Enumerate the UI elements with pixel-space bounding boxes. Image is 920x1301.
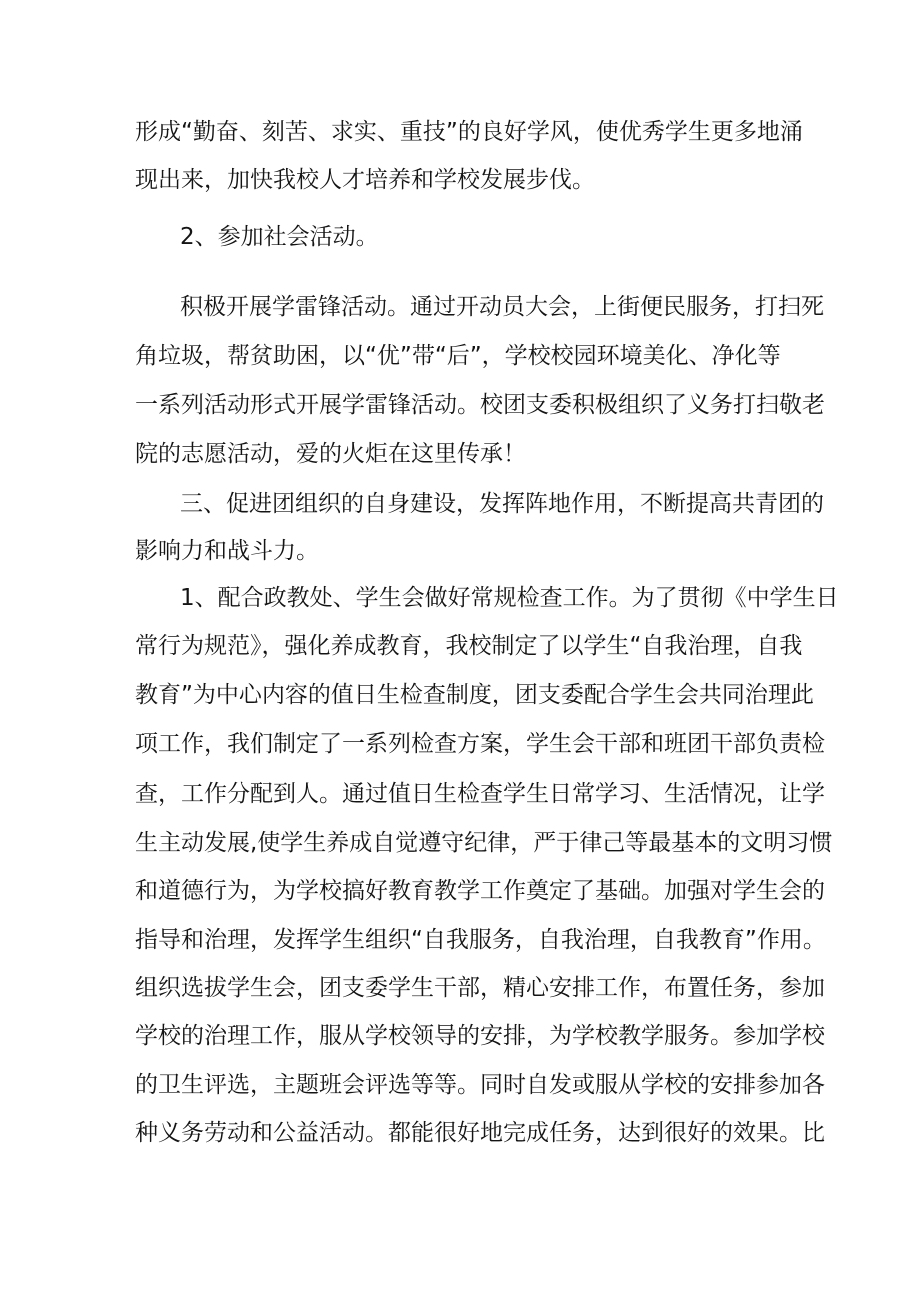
- text-line: [0, 626, 920, 666]
- text-line: [0, 336, 920, 376]
- text-line-content: 影响力和战斗力。: [135, 538, 319, 564]
- text-line-content: 积极开展学雷锋活动。通过开动员大会，上街便民服务，打扫死: [180, 294, 824, 320]
- text-line-content: 1、配合政教处、学生会做好常规检查工作。为了贯彻《中学生日: [180, 585, 839, 611]
- text-line-content: 项工作，我们制定了一系列检查方案，学生会干部和班团干部负责检: [135, 731, 825, 757]
- text-line-content: 现出来，加快我校人才培养和学校发展步伐。: [135, 167, 595, 193]
- text-line-content: 角垃圾，帮贫助困，以“优”带“后”，学校校园环境美化、净化等: [135, 343, 781, 369]
- section-heading: [0, 484, 920, 524]
- text-line-content: 种义务劳动和公益活动。都能很好地完成任务，达到很好的效果。比: [135, 1120, 825, 1146]
- text-line-content: 院的志愿活动，爱的火炬在这里传承！: [135, 441, 526, 467]
- text-line: [0, 112, 920, 152]
- text-line: [0, 1016, 920, 1056]
- text-line: [0, 434, 920, 474]
- section-heading: [0, 217, 920, 257]
- text-line-content: 和道德行为，为学校搞好教育教学工作奠定了基础。加强对学生会的: [135, 878, 825, 904]
- text-line-content: 一系列活动形式开展学雷锋活动。校团支委积极组织了义务打扫敬老: [135, 392, 825, 418]
- text-line: [0, 287, 920, 327]
- text-line: [0, 968, 920, 1008]
- section-heading-text: 2、参加社会活动。: [180, 224, 379, 250]
- text-line: [0, 920, 920, 960]
- text-line: [0, 531, 920, 571]
- text-line: [0, 774, 920, 814]
- text-line-content: 教育”为中心内容的值日生检查制度，团支委配合学生会共同治理此: [135, 682, 814, 708]
- text-line: [0, 675, 920, 715]
- text-line: [0, 160, 920, 200]
- text-line: [0, 823, 920, 863]
- text-line: [0, 724, 920, 764]
- text-line: [0, 1113, 920, 1153]
- text-line-content: 常行为规范》，强化养成教育，我校制定了以学生“自我治理，自我: [135, 633, 803, 659]
- text-line: [0, 578, 920, 618]
- text-line-content: 查，工作分配到人。通过值日生检查学生日常学习、生活情况，让学: [135, 781, 825, 807]
- text-line: [0, 1065, 920, 1105]
- text-line-content: 指导和治理，发挥学生组织“自我服务，自我治理，自我教育”作用。: [135, 927, 826, 953]
- text-line-content: 的卫生评选，主题班会评选等等。同时自发或服从学校的安排参加各: [135, 1072, 825, 1098]
- section-heading-text: 三、促进团组织的自身建设，发挥阵地作用，不断提高共青团的: [180, 491, 824, 517]
- text-line-content: 学校的治理工作，服从学校领导的安排，为学校教学服务。参加学校: [135, 1023, 825, 1049]
- text-line: [0, 871, 920, 911]
- text-line-content: 形成“勤奋、刻苦、求实、重技”的良好学风，使优秀学生更多地涌: [135, 119, 803, 145]
- text-line-content: 组织选拔学生会，团支委学生干部，精心安排工作，布置任务，参加: [135, 975, 825, 1001]
- text-line-content: 生主动发展,使学生养成自觉遵守纪律，严于律己等最基本的文明习惯: [135, 830, 833, 856]
- text-line: [0, 385, 920, 425]
